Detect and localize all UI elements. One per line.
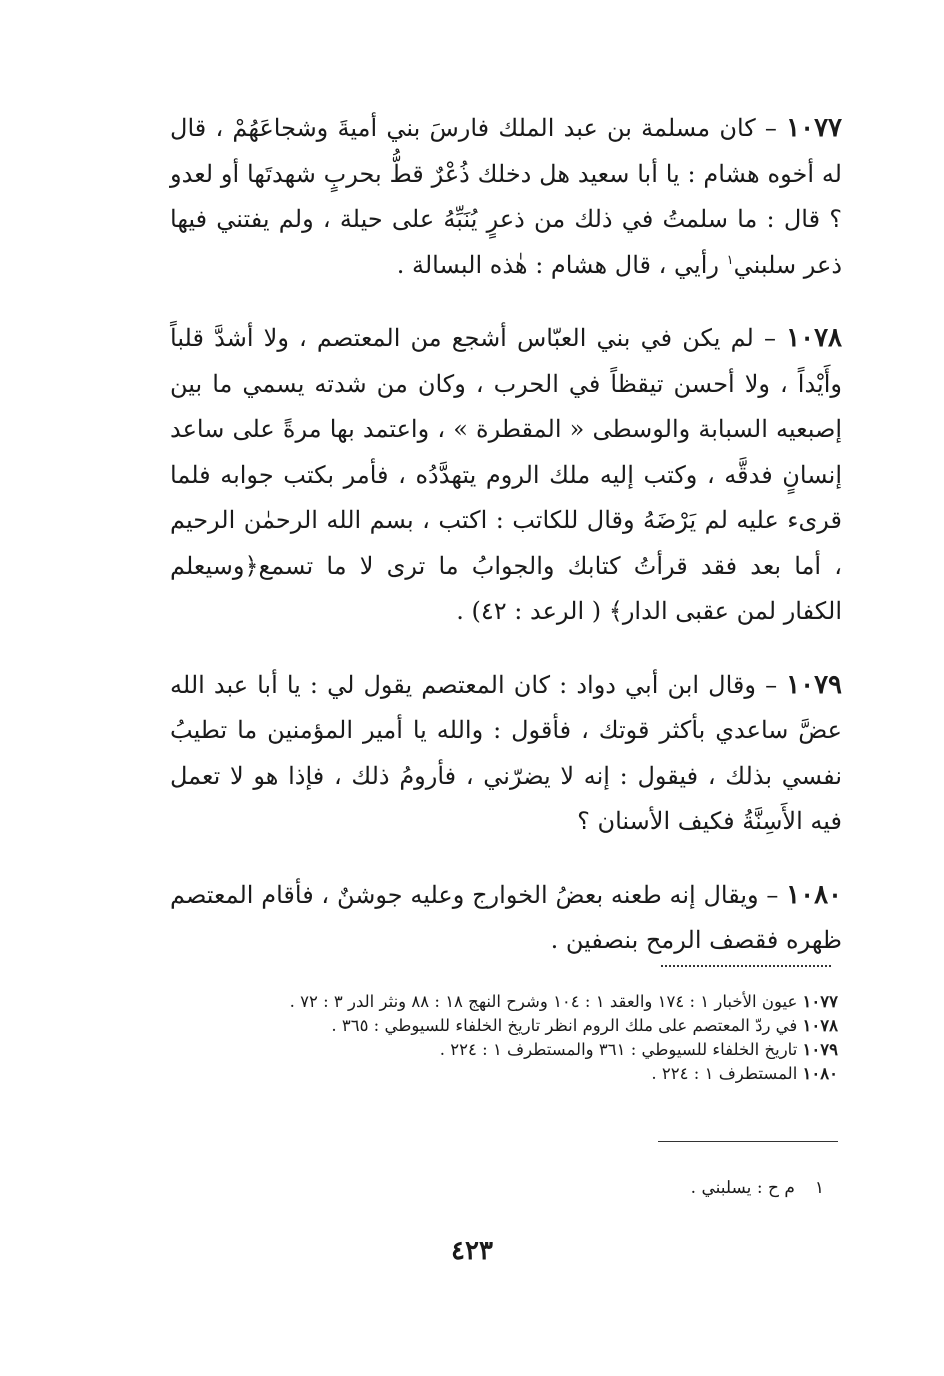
source-number: ١٠٨٠ [802,1064,838,1083]
source-references [158,990,838,1086]
page-number: ٤٢٣ [451,1236,493,1266]
entry-text: – ويقال إنه طعنه بعضُ الخوارج وعليه جوشنٌ ، فأقام المعتصم ظهره فقصف الرمح بنصفين . [170,880,842,954]
entry-1080 [170,873,842,964]
source-text: عيون الأخبار ١ : ١٧٤ والعقد ١ : ١٠٤ وشرح النهج ١٨ : ٨٨ ونثر الدر ٣ : ٧٢ . [289,992,803,1011]
footnote-marker: ١ [726,252,734,268]
source-text: تاريخ الخلفاء للسيوطي : ٣٦١ والمستطرف ١ : ٢٢٤ . [439,1040,803,1059]
footnote [691,1178,824,1198]
entry-text-continued: رأيي ، قال هشام : هٰذه البسالة . [396,250,727,279]
entry-1079 [170,663,842,845]
entry-1078 [170,316,842,635]
source-number: ١٠٧٩ [802,1040,838,1059]
entry-text: – كان مسلمة بن عبد الملك فارسَ بني أميةَ وشجاعَهُمْ ، قال له أخوه هشام : يا أبا سعيد هل دخلك ذُعْرٌ قطُّ بحربٍ شهدتَها أو لعدو ؟ قال : ما سلمتُ في ذلك من ذعرٍ يُنَبِّهُ على حيلة ، ولم يفتني فيها ذعر سلبني [170,114,842,279]
source-number: ١٠٧٨ [802,1016,838,1035]
entry-number: ١٠٧٧ [786,113,842,143]
source-line [158,990,838,1014]
entry-number: ١٠٨٠ [786,879,842,910]
source-line [158,1014,838,1038]
source-line [158,1038,838,1062]
source-text: في ردّ المعتصم على ملك الروم انظر تاريخ الخلفاء للسيوطي : ٣٦٥ . [331,1016,803,1035]
entry-1077 [170,106,842,288]
entry-text: – لم يكن في بني العبّاس أشجع من المعتصم ، ولا أشدَّ قلباً وأَيْداً ، ولا أحسن تيقظاً في الحرب ، وكان من شدته يسمي ما بين إصبعيه السبابة والوسطى « المقطرة » ، واعتمد بها مرةً على ساعد إنسانٍ فدقَّه ، وكتب إليه ملك الروم يتهدَّدُه ، فأمر بكتب جوابه فلما قرىء عليه لم يَرْضَهُ وقال للكاتب : اكتب ، بسم الله الرحمٰن الرحيم ، أما بعد فقد قرأتُ كتابك والجوابُ ما ترى لا ما تسمع﴿وسيعلم الكفار لمن عقبى الدار﴾ ( الرعد : ٤٢) . [170,324,842,625]
source-number: ١٠٧٧ [802,992,838,1011]
footnote-text: م ح : يسلبني . [690,1178,795,1198]
entry-number: ١٠٧٩ [786,669,842,700]
sources-divider [661,965,831,967]
main-text [170,106,842,992]
entry-text: – وقال ابن أبي دواد : كان المعتصم يقول لي : يا أبا عبد الله عضَّ ساعدي بأكثر قوتك ، فأقول : والله يا أمير المؤمنين ما تطيبُ نفسي بذلك ، فيقول : إنه لا يضرّني ، فأرومُ ذلك ، فإذا هو لا تعمل فيه الأَسِنَّةُ فكيف الأسنان ؟ [170,670,842,835]
source-line [158,1062,838,1086]
footnote-divider [658,1141,838,1142]
source-text: المستطرف ١ : ٢٢٤ . [651,1064,803,1083]
entry-number: ١٠٧٨ [786,323,842,353]
footnote-number: ١ [814,1178,824,1198]
